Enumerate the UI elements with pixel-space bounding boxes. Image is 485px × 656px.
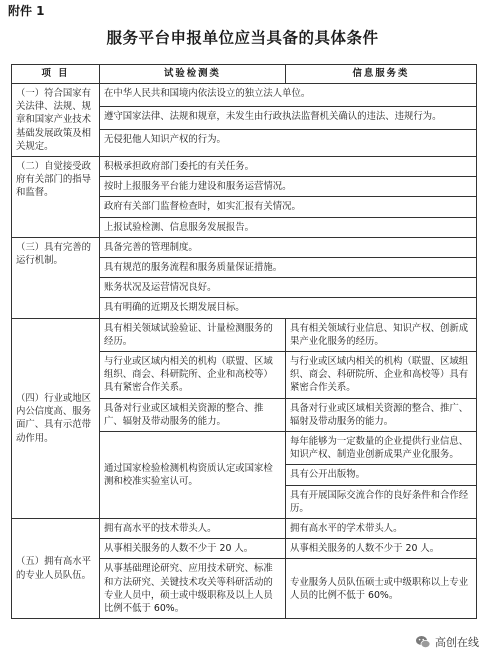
table-header-row (12, 65, 477, 84)
testing-cell: 拥有高水平的技术带头人。 (100, 519, 286, 539)
condition-cell: 具有明确的近期及长期发展目标。 (100, 298, 477, 318)
conditions-table (11, 64, 477, 619)
testing-cell: 具有相关领域试验验证、计量检测服务的经历。 (100, 318, 286, 351)
document-title: 服务平台申报单位应当具备的具体条件 (106, 29, 379, 47)
condition-cell: 上报试验检测、信息服务发展报告。 (100, 217, 477, 237)
table-row (12, 318, 477, 351)
watermark-label: 高创在线 (435, 636, 479, 649)
header-testing: 试验检测类 (100, 65, 286, 84)
condition-cell: 具有规范的服务流程和服务质量保证措施。 (100, 258, 477, 278)
information-cell: 专业服务人员队伍硕士或中级职称以上专业人员的比例不低于 60%。 (286, 559, 477, 619)
header-information: 信息服务类 (286, 65, 477, 84)
testing-cell: 通过国家检验检测机构资质认定或国家检测和校准实验室认可。 (100, 432, 286, 519)
testing-cell: 与行业或区域内相关的机构（联盟、区域组织、商会、科研院所、企业和高校等）具有紧密合作关系。 (100, 352, 286, 399)
information-cell: 从事相关服务的人数不少于 20 人。 (286, 539, 477, 559)
category-cell: （一）符合国家有关法律、法规、规章和国家产业技术基础发展政策及相关规定。 (12, 84, 100, 157)
information-cell: 与行业或区域内相关的机构（联盟、区域组织、商会、科研院所、企业和高校等）具有紧密合作关系。 (286, 352, 477, 399)
condition-cell: 无侵犯他人知识产权的行为。 (100, 130, 477, 157)
category-cell: （四）行业或地区内公信度高、服务面广、具有示范带动作用。 (12, 318, 100, 518)
condition-cell: 账务状况及运营情况良好。 (100, 278, 477, 298)
wechat-icon (415, 634, 431, 650)
information-cell: 每年能够为一定数量的企业提供行业信息、知识产权、制造业创新成果产业化服务。 (286, 432, 477, 465)
testing-cell: 从事基础理论研究、应用技术研究、标准和方法研究、关键技术攻关等科研活动的专业人员中，硕士或中级职称及以上人员比例不低于 60%。 (100, 559, 286, 619)
table-row (12, 84, 477, 107)
information-cell: 具有公开出版物。 (286, 465, 477, 485)
condition-cell: 政府有关部门监督检查时，如实汇报有关情况。 (100, 197, 477, 217)
condition-cell: 具备完善的管理制度。 (100, 237, 477, 257)
header-item: 项 目 (12, 65, 100, 84)
testing-cell: 具备对行业或区域相关资源的整合、推广、辐射及带动服务的能力。 (100, 398, 286, 431)
category-cell: （五）拥有高水平的专业人员队伍。 (12, 519, 100, 619)
category-cell: （二）自觉接受政府有关部门的指导和监督。 (12, 157, 100, 238)
category-cell: （三）具有完善的运行机制。 (12, 237, 100, 318)
condition-cell: 在中华人民共和国境内依法设立的独立法人单位。 (100, 84, 477, 107)
information-cell: 具备对行业或区域相关资源的整合、推广、辐射及带动服务的能力。 (286, 398, 477, 431)
watermark (415, 634, 479, 650)
table-row (12, 519, 477, 539)
condition-cell: 遵守国家法律、法规和规章，未发生由行政执法监督机关确认的违法、违规行为。 (100, 107, 477, 130)
testing-cell: 从事相关服务的人数不少于 20 人。 (100, 539, 286, 559)
table-row (12, 237, 477, 257)
condition-cell: 积极承担政府部门委托的有关任务。 (100, 157, 477, 177)
attachment-label: 附件 1 (8, 4, 45, 18)
table-row (12, 157, 477, 177)
information-cell: 具有相关领域行业信息、知识产权、创新成果产业化服务的经历。 (286, 318, 477, 351)
information-cell: 具有开展国际交流合作的良好条件和合作经历。 (286, 485, 477, 518)
condition-cell: 按时上报服务平台能力建设和服务运营情况。 (100, 177, 477, 197)
information-cell: 拥有高水平的学术带头人。 (286, 519, 477, 539)
